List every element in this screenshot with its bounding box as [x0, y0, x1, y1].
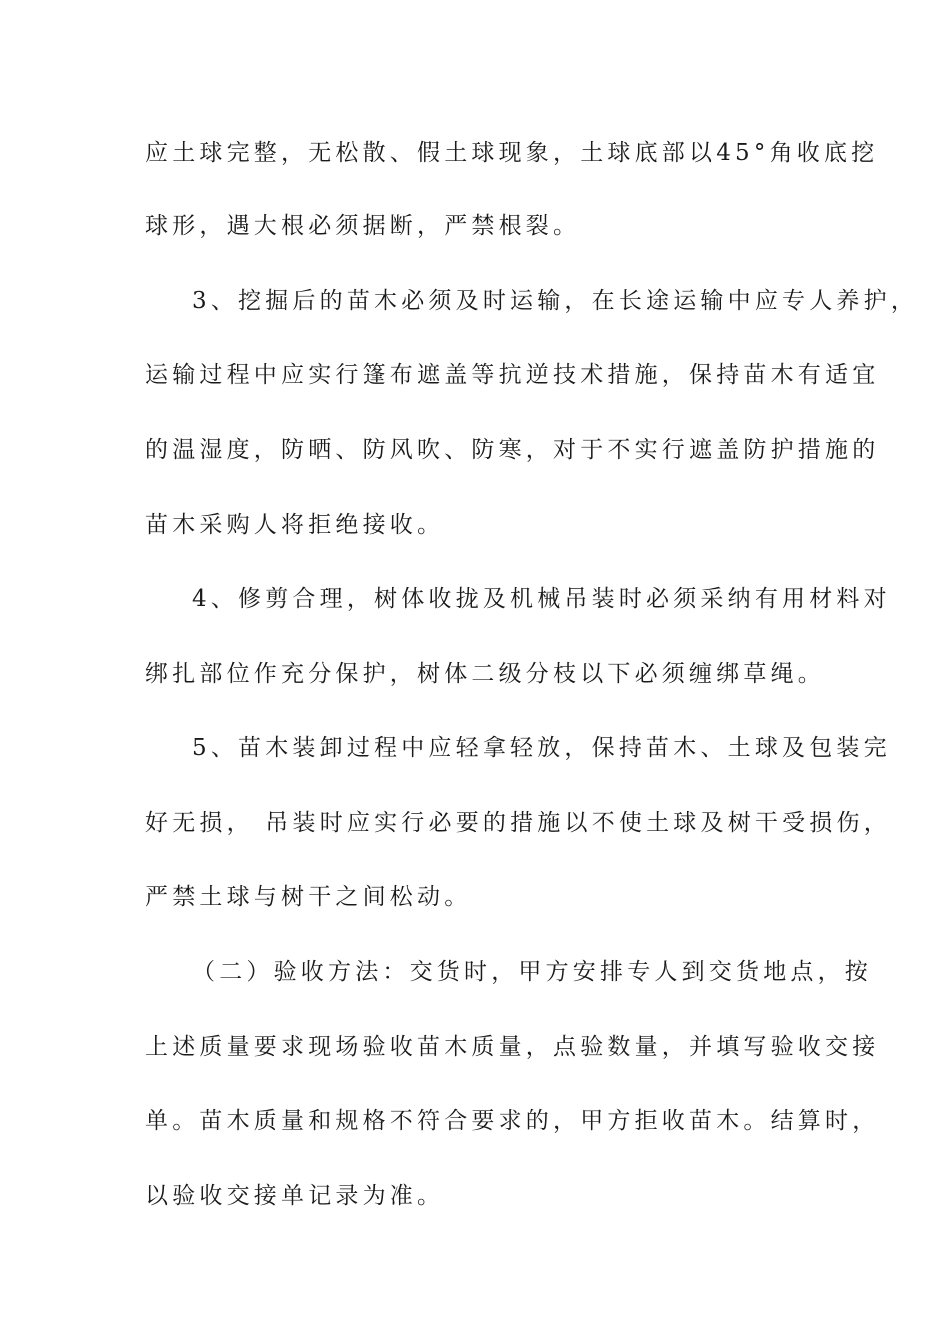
text-line: 苗木采购人将拒绝接收。: [145, 512, 445, 538]
text-line: 球形，遇大根必须据断，严禁根裂。: [145, 213, 581, 239]
text-line: 应土球完整，无松散、假土球现象，土球底部以45°角收底挖: [145, 140, 879, 166]
paragraph-start: 4、修剪合理，树体收拢及机械吊装时必须采纳有用材料对: [192, 586, 891, 612]
text-line: 的温湿度，防晒、防风吹、防寒，对于不实行遮盖防护措施的: [145, 437, 880, 463]
text-line: 好无损， 吊装时应实行必要的措施以不使土球及树干受损伤，: [145, 810, 891, 836]
text-line: 运输过程中应实行篷布遮盖等抗逆技术措施，保持苗木有适宜: [145, 362, 880, 388]
text-line: 单。苗木质量和规格不符合要求的，甲方拒收苗木。结算时，: [145, 1108, 880, 1134]
text-line: 严禁土球与树干之间松动。: [145, 884, 472, 910]
text-line: 以验收交接单记录为准。: [145, 1183, 445, 1209]
paragraph-start: 5、苗木装卸过程中应轻拿轻放，保持苗木、土球及包装完: [192, 735, 891, 761]
text-line: 绑扎部位作充分保护，树体二级分枝以下必须缠绑草绳。: [145, 661, 825, 687]
text-line: 上述质量要求现场验收苗木质量，点验数量，并填写验收交接: [145, 1034, 880, 1060]
section-heading-line: （二）验收方法：交货时，甲方安排专人到交货地点，按: [192, 959, 872, 985]
paragraph-start: 3、挖掘后的苗木必须及时运输，在长途运输中应专人养护，: [192, 288, 919, 314]
